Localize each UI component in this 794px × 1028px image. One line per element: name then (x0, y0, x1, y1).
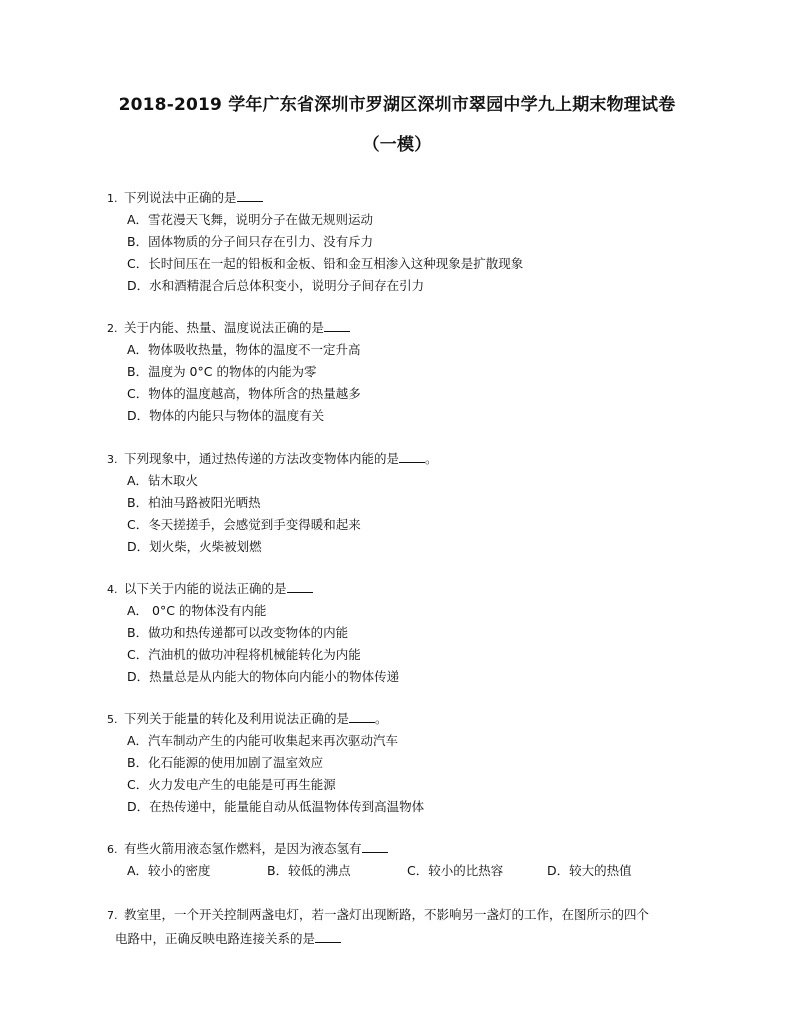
question-stem: 下列现象中，通过热传递的方法改变物体内能的是 (124, 451, 400, 466)
question-6 (107, 839, 632, 879)
question-stem: 以下关于内能的说法正确的是 (124, 581, 287, 596)
question-tail: 。 (425, 451, 438, 466)
answer-blank (349, 712, 375, 723)
answer-blank (362, 842, 388, 853)
option-a: A．钻木取火 (127, 473, 199, 488)
question-stem: 下列说法中正确的是 (124, 190, 237, 205)
option-d: D．物体的内能只与物体的温度有关 (127, 408, 325, 423)
answer-blank (315, 932, 341, 943)
question-7 (107, 905, 649, 947)
option-b: B．较低的沸点 (267, 863, 351, 878)
option-c: C．汽油机的做功冲程将机械能转化为内能 (127, 647, 361, 662)
option-d: D．较大的热值 (547, 863, 632, 878)
question-3 (107, 449, 438, 555)
question-2 (107, 318, 361, 424)
option-a: A．雪花漫天飞舞，说明分子在做无规则运动 (127, 212, 374, 227)
option-a: A．物体吸收热量，物体的温度不一定升高 (127, 342, 361, 357)
option-b: B．柏油马路被阳光晒热 (127, 495, 261, 510)
option-d: D．热量总是从内能大的物体向内能小的物体传递 (127, 669, 400, 684)
question-tail: 。 (375, 711, 388, 726)
option-d: D．水和酒精混合后总体积变小，说明分子间存在引力 (127, 278, 425, 293)
option-b: B．固体物质的分子间只存在引力、没有斥力 (127, 234, 374, 249)
page-subtitle: （一模） (362, 135, 432, 155)
question-stem-continued: 电路中，正确反映电路连接关系的是 (115, 931, 316, 946)
option-a: A． 0°C 的物体没有内能 (127, 603, 267, 618)
answer-blank (399, 452, 425, 463)
answer-blank (237, 191, 263, 202)
question-number: 4. (107, 583, 118, 596)
page-title: 2018-2019 学年广东省深圳市罗湖区深圳市翠园中学九上期末物理试卷 (118, 95, 676, 115)
question-stem: 教室里，一个开关控制两盏电灯，若一盏灯出现断路，不影响另一盏灯的工作，在图所示的四个 (124, 907, 650, 922)
answer-blank (287, 582, 313, 593)
question-number: 7. (107, 909, 118, 922)
option-c: C．长时间压在一起的铅板和金板、铅和金互相渗入这种现象是扩散现象 (127, 256, 524, 271)
option-d: D．划火柴，火柴被划燃 (127, 539, 262, 554)
question-stem: 下列关于能量的转化及利用说法正确的是 (124, 711, 350, 726)
question-number: 3. (107, 453, 118, 466)
question-number: 6. (107, 843, 118, 856)
option-a: A．汽车制动产生的内能可收集起来再次驱动汽车 (127, 733, 399, 748)
question-4 (107, 579, 399, 685)
option-c: C．火力发电产生的电能是可再生能源 (127, 777, 336, 792)
question-1 (107, 188, 523, 294)
question-number: 1. (107, 192, 118, 205)
option-a: A．较小的密度 (127, 863, 211, 878)
option-b: B．温度为 0°C 的物体的内能为零 (127, 364, 317, 379)
option-c: C．物体的温度越高，物体所含的热量越多 (127, 386, 361, 401)
option-b: B．化石能源的使用加剧了温室效应 (127, 755, 324, 770)
option-c: C．冬天搓搓手，会感觉到手变得暖和起来 (127, 517, 361, 532)
option-d: D．在热传递中，能量能自动从低温物体传到高温物体 (127, 799, 425, 814)
question-number: 2. (107, 322, 118, 335)
question-stem: 关于内能、热量、温度说法正确的是 (124, 320, 325, 335)
question-stem: 有些火箭用液态氢作燃料，是因为液态氢有 (124, 841, 362, 856)
option-b: B．做功和热传递都可以改变物体的内能 (127, 625, 349, 640)
question-5 (107, 709, 424, 815)
question-number: 5. (107, 713, 118, 726)
option-c: C．较小的比热容 (407, 863, 504, 878)
answer-blank (324, 321, 350, 332)
